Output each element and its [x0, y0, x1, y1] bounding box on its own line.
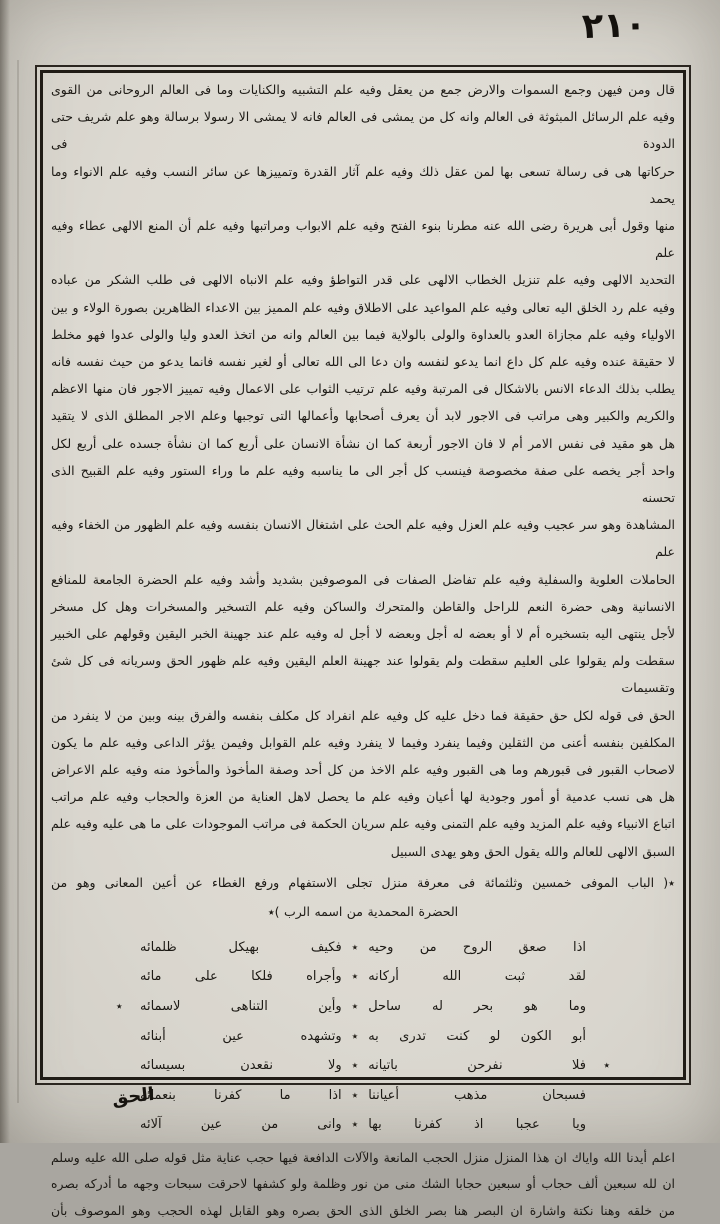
- first-hemistich: اذا صعق الروح من وحيه: [368, 939, 586, 955]
- second-hemistich: اذا ما كفرنا بنعمائه: [140, 1087, 342, 1103]
- left-gutter-shade: [0, 0, 10, 1143]
- prose-line: التحديد الالهى وفيه علم تنزيل الخطاب الالهى على قدر التواطؤ وفيه علم الانباه الالهى فى طلب الشكر من عباده: [51, 272, 675, 288]
- page-crease: [17, 60, 19, 1103]
- main-text: [51, 76, 675, 865]
- prose-line: منها وقول أبى هريرة رضى الله عنه مطرنا بنوء الفتح وفيه علم الابواب ومراتبها وفيه علم أن المنع الالهى عطاء وفيه علم: [51, 218, 675, 261]
- prose-line: يطلب بذلك الدعاء الانس بالاشكال فى المرتبة وفيه علم ترتيب الثواب على الاعمال وفيه تمييز الاجور فان منها الاعظم: [51, 381, 675, 397]
- prose-line: الاولياء وفيه علم مجازاة العدو بالعداوة والولى بالولاية فيما بين العالم وانه من اتخذ العدو وليا والولى عدوا فهو مخلط: [51, 326, 675, 342]
- chapter-heading-line-1: ٭( الباب الموفى خمسين وثلثمائة فى معرفة منزل تجلى الاستفهام ورفع الغطاء عن أعين المعانى وهو من: [51, 874, 675, 890]
- prose-line: المشاهدة وهو سر عجيب وفيه علم العزل وفيه علم الحث على اشتغال الانسان بنفسه وفيه علم الظهور من الخفاء وفيه علم: [51, 517, 675, 560]
- prose-line: الحاملات العلوية والسفلية وفيه علم تفاضل الصفات فى الموصوفين بشديد وأشد وفيه علم الحضرة الجامعة للمنافع: [51, 571, 675, 587]
- first-hemistich: فلا نفرحن باتيانه: [368, 1058, 586, 1074]
- prose-line: هل هى نسب عدمية أو أمور وجودية لها أعيان وفيه علم ما يحصل لاهل العناية من العزة والحجاب وفيه علم مراتب: [51, 789, 675, 805]
- prose-line: من خلقه وهنا نكتة واشارة ان البصر هنا بصر الخلق الذى الحق بصره وهو القابل لهذه الحجب وهو الموصوف بأن: [51, 1202, 675, 1218]
- verse-separator-icon: ٭: [351, 1058, 359, 1073]
- first-hemistich: أبو الكون لو كنت تدرى به: [368, 1028, 586, 1044]
- verse-separator-icon: ٭: [351, 969, 359, 984]
- verse-row: [116, 992, 586, 1022]
- prose-line: اتباع الانبياء وفيه علم المزيد وفيه علم التمنى وفيه علم سريان الحكمة فى مراتب الموجودات على ما هى عليه وفيه علم: [51, 816, 675, 832]
- second-hemistich: وأين التناهى لاسمائه: [140, 999, 342, 1015]
- first-hemistich: وما هو بحر له ساحل: [368, 999, 586, 1015]
- prose-line: ان لله سبعين ألف حجاب أو سبعين حجابا الشك منى من نور وظلمة ولو كشفها لاحرقت سبحات وجهه ما أدركه بصره: [51, 1176, 675, 1192]
- verse-row: [140, 1081, 586, 1111]
- chapter-heading: [51, 868, 675, 926]
- first-hemistich: ويا عجبا اذ كفرنا بها: [368, 1117, 586, 1133]
- first-hemistich: فسبحان مذهب أعياننا: [368, 1087, 586, 1103]
- prose-line: واحد أجر يخصه على صفة مخصوصة فينسب كل أجر الى ما يناسبه وفيه علم ما وراء الستور وفيه علم القبيح الذى تحسنه: [51, 462, 675, 506]
- prose-line: وفيه علم رد الخلق اليه تعالى وفيه علم المواعيد على الاطلاق وفيه علم المميز بين الاعداء الظاهرين بصورة الولاء و بين: [51, 299, 675, 315]
- catchword: الحق: [111, 1083, 156, 1110]
- prose-line: لا حقيقة عنده وفيه علم كل داع انما يدعو لنفسه وان دعا الى الله تعالى أو لغير نفسه فانما يدعو من حيث نفسه فانه: [51, 354, 675, 370]
- text-frame: [35, 65, 691, 1218]
- verse-separator-icon: ٭: [351, 999, 359, 1014]
- prose-line: المكلفين بنفسه أعنى من الثقلين وفيما ينفرد وفيما لا ينفرد وفيه علم القوابل وفيمن يؤثر الداعى وفيه علم ما يكون: [51, 734, 675, 750]
- first-hemistich: لقد ثبت الله أركانه: [368, 969, 586, 985]
- second-hemistich: وانى من عين آلائه: [140, 1117, 342, 1133]
- prose-line: حركاتها هى فى رسالة تسعى بها لمن عقل ذلك وفيه علم آثار القدرة وتمييزها عن سائر النسب وفيه علم الانواء وما يحمد: [51, 163, 675, 206]
- prose-line: والكريم والكبير وهى مراتب فى الاجور لابد أن يعرف أصحابها وأعمالها التى توجبها وعلم الاجر المطلق الذى لا يتقيد: [51, 408, 675, 424]
- prose-line: الانسانية وهى حضرة النعم للراحل والقاطن والمتحرك والساكن وفيه علم التسخير والمسخرات وهل كل مسخر: [51, 598, 675, 614]
- second-hemistich: وتشهده عين أبنائه: [140, 1028, 342, 1044]
- verse-separator-icon: ٭: [351, 1028, 359, 1043]
- second-hemistich: ولا نقعدن بسيسائه: [140, 1058, 342, 1074]
- prose-line: الحق فى قوله لكل حق حقيقة فما دخل عليه كل وفيه علم انفراد كل مكلف بنفسه والفرق بينه وبين من لا ينفرد من: [51, 707, 675, 723]
- verse-separator-icon: ٭: [351, 1117, 359, 1132]
- prose-line: وفيه علم الرسائل المبثوثة فى العالم وانه كل من يمشى فى العالم فانه لا يمشى الا رسولا برسالة وهو علم شريف حتى الدودة فى: [51, 109, 675, 152]
- text-frame-inner: [40, 70, 686, 1218]
- verse-row: [140, 1022, 586, 1052]
- verse-separator-icon: ٭: [351, 939, 359, 954]
- verse-row: [140, 1051, 610, 1081]
- closing-text: [51, 1145, 675, 1224]
- verse-separator-icon: ٭: [351, 1087, 359, 1102]
- page-number: ٢١٠: [581, 4, 647, 48]
- prose-line: لأجل ينتهى اليه بتسخيره أم لا أو بعضه له أجل وبعضه لا أجل له وفيه علم عند جهينة الخبر اليقين وقولهم على الخبير: [51, 626, 675, 642]
- prose-line: قال ومن فيهن وجمع السموات والارض جمع من يعقل وفيه علم التشبيه والكنايات وما فى العالم الروحانى من القوى: [51, 82, 675, 97]
- prose-line: اعلم أيدنا الله واياك ان هذا المنزل منزل الحجب المانعة والآلات الدافعة فيها حجب عناية مثل قوله صلى الله عليه وسلم: [51, 1150, 675, 1166]
- second-hemistich: فكيف بهيكل ظلمائه: [140, 939, 342, 955]
- prose-line: لاصحاب القبور فى قبورهم وما هى القبور وفيه علم الاخذ من كل أحد وصفة المأخوذ والمأخوذ منه وفيه علم الاعراض: [51, 762, 675, 778]
- second-hemistich: وأجراه فلكا على مائه: [140, 969, 342, 985]
- verse-ornament-icon: ٭: [603, 1058, 610, 1073]
- verse-row: [140, 933, 586, 963]
- verse-row: [140, 1110, 586, 1140]
- prose-line: السبق الالهى للعالم والله يقول الحق وهو يهدى السبيل: [390, 843, 675, 859]
- verse-row: [140, 962, 586, 992]
- prose-line: هل هو مقيد فى نفس الامر أم لا فان الاجور أربعة كما ان نشأة الانسان على أربع كما ان نشأة جسده على أربع لكل: [51, 435, 675, 451]
- verse-ornament-icon: ٭: [116, 999, 123, 1014]
- prose-line: سقطت ولم يقولوا على العليم سقطت ولم يقولوا عند جهينة العلم اليقين وفيه علم ظهور الحق وسريانه فى كل شئ وتقسيمات: [51, 653, 675, 696]
- chapter-heading-line-2: الحضرة المحمدية من اسمه الرب )٭: [267, 903, 459, 919]
